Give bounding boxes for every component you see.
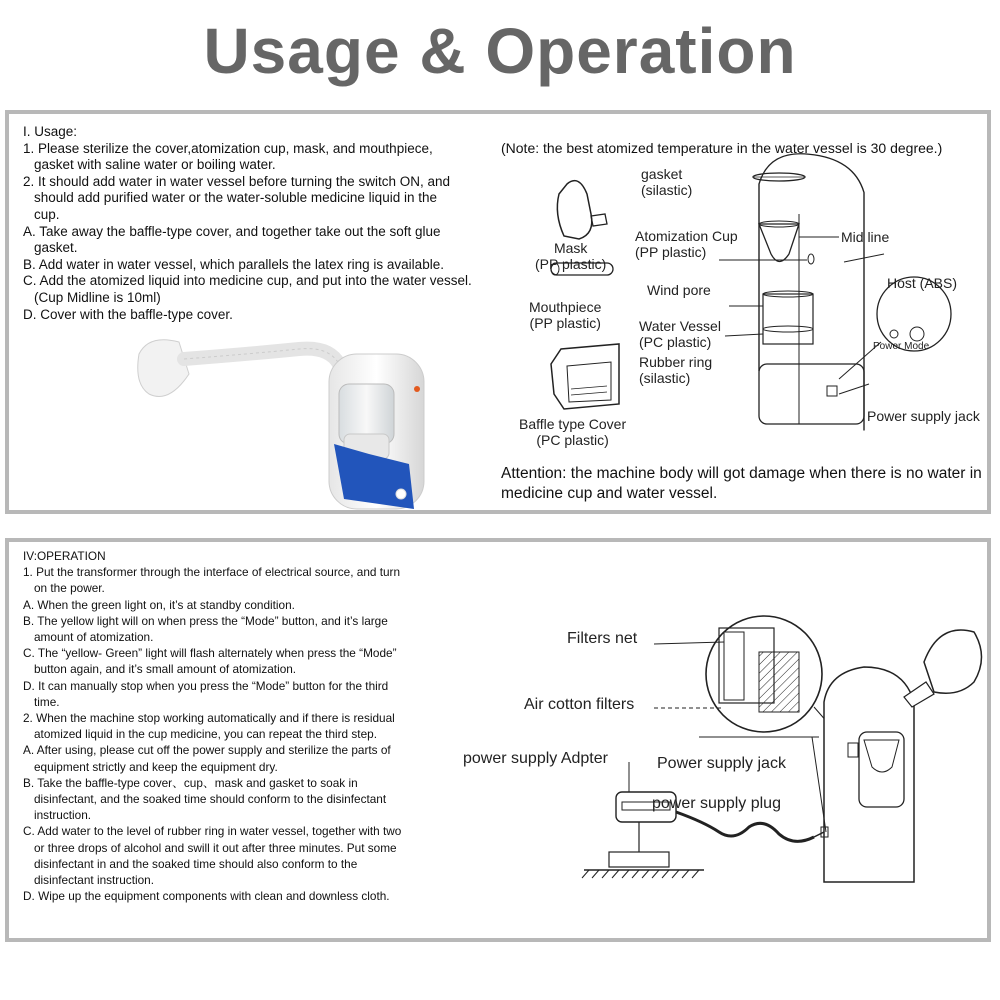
gasket-label: gasket (silastic) xyxy=(641,166,693,198)
temperature-note: (Note: the best atomized temperature in the water vessel is 30 degree.) xyxy=(501,140,943,156)
operation-line: equipment strictly and keep the equipment dry. xyxy=(34,759,278,774)
operation-line: 1. Put the transformer through the interface of electrical source, and turn xyxy=(23,565,401,580)
operation-line: C. Add water to the level of rubber ring in water vessel, together with two xyxy=(23,824,402,839)
mid-line-label: Mid line xyxy=(841,229,890,245)
operation-instructions xyxy=(23,548,401,904)
usage-line: D. Cover with the baffle-type cover. xyxy=(23,306,233,322)
power-supply-jack-label: Power supply jack xyxy=(657,755,786,772)
usage-line: gasket with saline water or boiling water. xyxy=(34,157,276,173)
operation-line: disinfectant instruction. xyxy=(34,873,154,888)
mouthpiece-label: Mouthpiece (PP plastic) xyxy=(529,299,602,331)
operation-line: on the power. xyxy=(34,581,105,596)
usage-line: C. Add the atomized liquid into medicine cup, and put into the water vessel. xyxy=(23,273,472,289)
operation-line: disinfectant in and the soaked time should also conform to the xyxy=(34,856,358,871)
nebulizer-product-image xyxy=(129,324,429,514)
attention-warning: Attention: the machine body will got damage when there is no water in medicine cup and water vessel. xyxy=(501,465,982,502)
operation-line: A. After using, please cut off the power supply and sterilize the parts of xyxy=(23,743,391,758)
operation-line: D. Wipe up the equipment components with clean and downless cloth. xyxy=(23,889,390,904)
wind-pore-label: Wind pore xyxy=(647,282,711,298)
usage-panel xyxy=(5,110,991,514)
power-mode-label: Power Mode xyxy=(873,341,930,352)
operation-line: button again, and it’s small amount of atomization. xyxy=(34,662,297,677)
rubber-ring-label: Rubber ring (silastic) xyxy=(639,354,713,386)
usage-line: (Cup Midline is 10ml) xyxy=(34,289,161,305)
power-supply-plug-label: power supply plug xyxy=(652,795,781,812)
water-vessel-label: Water Vessel (PC plastic) xyxy=(639,318,721,350)
host-label: Host (ABS) xyxy=(887,275,958,291)
operation-line: C. The “yellow- Green” light will flash alternately when press the “Mode” xyxy=(23,646,397,661)
operation-line: or three drops of alcohol and swill it out after three minutes. Put some xyxy=(34,840,397,855)
usage-line: should add purified water or the water-soluble medicine liquid in the xyxy=(34,190,437,206)
usage-line: I. Usage: xyxy=(23,124,78,139)
usage-instructions xyxy=(23,124,472,323)
usage-line: cup. xyxy=(34,206,60,222)
mask-label: Mask (PP plastic) xyxy=(535,240,607,272)
usage-line: B. Add water in water vessel, which parallels the latex ring is available. xyxy=(23,256,444,272)
operation-panel xyxy=(5,538,991,942)
operation-line: B. The yellow light will on when press the “Mode” button, and it’s large xyxy=(23,613,388,628)
operation-line: IV:OPERATION xyxy=(23,549,106,563)
operation-line: atomized liquid in the cup medicine, you can repeat the third step. xyxy=(34,727,377,742)
operation-line: 2. When the machine stop working automatically and if there is residual xyxy=(23,711,395,726)
atomization-cup-label: Atomization Cup (PP plastic) xyxy=(635,228,738,260)
air-cotton-filters-label: Air cotton filters xyxy=(524,696,635,713)
usage-line: 1. Please sterilize the cover,atomization cup, mask, and mouthpiece, xyxy=(23,140,433,156)
operation-line: D. It can manually stop when you press the “Mode” button for the third xyxy=(23,678,389,693)
usage-line: 2. It should add water in water vessel before turning the switch ON, and xyxy=(23,173,450,189)
filters-net-label: Filters net xyxy=(567,630,638,647)
operation-line: disinfectant, and the soaked time should conform to the disinfectant xyxy=(34,792,387,807)
operation-line: instruction. xyxy=(34,808,92,823)
page-title: Usage & Operation xyxy=(203,15,797,87)
power-supply-adapter-label: power supply Adpter xyxy=(463,750,608,767)
operation-line: amount of atomization. xyxy=(34,630,154,645)
operation-line: B. Take the baffle-type cover、cup、mask and gasket to soak in xyxy=(23,775,358,790)
power-supply-jack-label: Power supply jack xyxy=(867,408,980,424)
baffle-cover-label: Baffle type Cover (PC plastic) xyxy=(519,416,627,448)
usage-line: gasket. xyxy=(34,240,78,256)
usage-line: A. Take away the baffle-type cover, and together take out the soft glue xyxy=(23,223,441,239)
operation-line: time. xyxy=(34,694,60,709)
operation-line: A. When the green light on, it’s at standby condition. xyxy=(23,597,295,612)
